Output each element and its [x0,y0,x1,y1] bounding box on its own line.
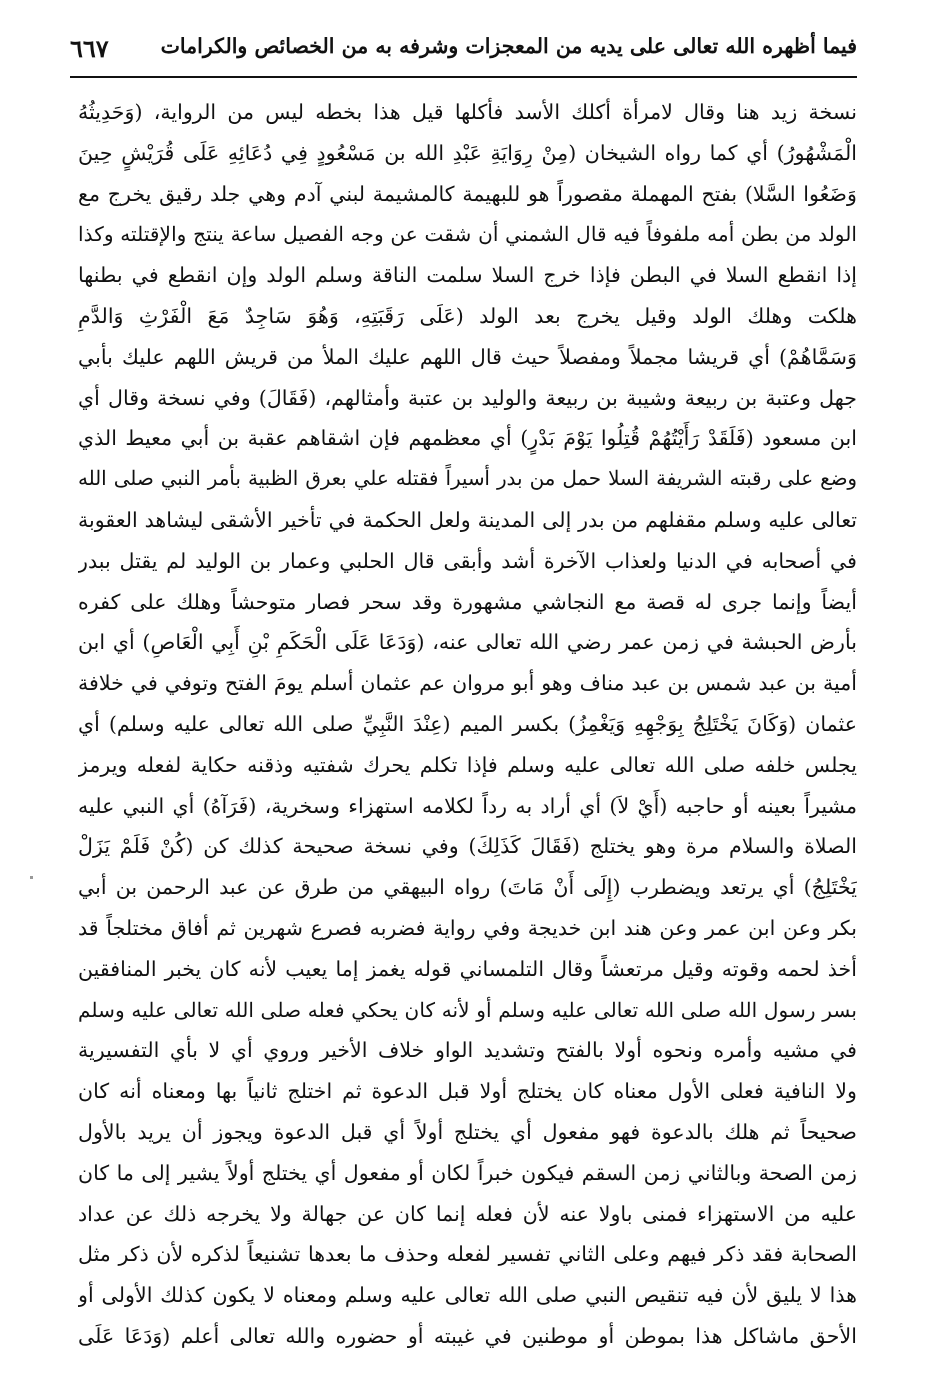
text-line: عليه من الاستهزاء فمنى باولا عنه لأن فعله إنما كان عن جهالة ولا يخرجه ذلك عن عداد [78,1201,857,1226]
running-title: فيما أظهره الله تعالى على يديه من المعجزات وشرفه به من الخصائص والكرامات [160,34,857,58]
text-line: في أصحابه في الدنيا ولعذاب الآخرة أشد وأبقى قال الحلبي وعمار بن الوليد لم يقتل ببدر [78,548,857,573]
body-text [78,92,857,1357]
text-line: يَخْتَلِجُ) أي يرتعد ويضطرب (إِلَى أَنْ مَاتَ) رواه البيهقي من طرق عن عبد الرحمن بن أبي [78,875,857,900]
text-line: ابن مسعود (فَلَقَدْ رَأَيْتُهُمْ قُتِلُوا يَوْمَ بَدْرٍ) أي معظمهم فإن اشقاهم عقبة بن أبي معيط الذي [78,426,857,451]
text-line: يجلس خلفه صلى الله تعالى عليه وسلم فإذا تكلم يحرك شفتيه وذقنه حكاية لفعله ويرمز [78,752,857,777]
page-header [70,28,857,74]
text-line: وَضَعُوا السَّلا) بفتح المهملة مقصوراً هو للبهيمة كالمشيمة لبني آدم وهي جلد رقيق يخرج مع [78,181,857,206]
text-line: تعالى عليه وسلم مقفلهم من بدر إلى المدينة ولعل الحكمة في تأخير الأشقى ليشاهد العقوبة [78,507,857,532]
text-line: وضع على رقبته الشريفة السلا حمل من بدر أسيراً فقتله علي بعرق الظبية بأمر النبي صلى الله [78,467,857,491]
text-line: مشيراً بعينه أو حاجبه (أَيْ لاَ) أي أراد به رداً لكلامه استهزاء وسخرية، (فَرَآهُ) أي النبي عليه [78,793,857,818]
text-line: بكر وعن ابن عمر وعن هند ابن خديجة وفي رواية فضربه فصرع شهرين ثم أفاق مختلجاً قد [78,915,857,940]
text-line: أخذ لحمه وقوته وقيل مرتعشاً وقال التلمساني قوله يغمز إما يعيب لأنه كان يخبر المنافقين [78,956,857,981]
text-line: إذا انقطع السلا في البطن فإذا خرج السلا سلمت الناقة وسلم الولد وإن انقطع في بطنها [78,263,857,288]
text-line: بأرض الحبشة في زمن عمر رضي الله تعالى عنه، (وَدَعَا عَلَى الْحَكَمِ بْنِ أَبِي الْعَاصِ) أي ابن [78,630,857,655]
text-line: في مشيه وأمره ونحوه أولا بالفتح وتشديد الواو خلاف الأخير وروي أي لا بأي التفسيرية [78,1038,857,1063]
text-line: أيضاً وإنما جرى له قصة مع النجاشي مشهورة وقد سحر فصار متوحشاً وهلك على كفره [78,589,857,614]
page-number: ٦٦٧ [70,34,109,63]
header-divider [70,76,857,78]
text-line: نسخة زيد هنا وقال لامرأة أكلك الأسد فأكلها قيل هذا بخطه ليس من الرواية، (وَحَدِيثُهُ [78,100,857,124]
text-line: هذا لا يليق لأن فيه تنقيص النبي صلى الله تعالى عليه وسلم ومعناه لا يكون كذلك الأولى أو [78,1283,857,1308]
scan-speck [30,876,33,879]
text-line: الْمَشْهُورُ) أي كما رواه الشيخان (مِنْ رِوَايَةِ عَبْدِ الله بن مَسْعُودٍ فِي دُعَائِهِ عَلَى قُرَيْشٍ حِينَ [78,140,857,165]
text-line: عثمان (وَكَانَ يَخْتَلِجُ بِوَجْهِهِ وَيَغْمِزُ) بكسر الميم (عِنْدَ النَّبِيِّ صلى الله تعالى عليه وسلم) أي [78,711,857,736]
text-line: صحيحاً ثم هلك بالدعوة فهو مفعول أي يختلج أولاً أي قبل الدعوة ويجوز أن يريد بالأول [78,1119,857,1144]
text-line: أمية بن عبد شمس بن عبد مناف وهو أبو مروان عم عثمان أسلم يومَ الفتح وتوفي في خلافة [78,671,857,696]
text-line: زمن الصحة وبالثاني زمن السقم فيكون خبراً لكان أو مفعول أي يختلج أولاً يشير إلى ما كان [78,1160,857,1185]
text-line: جهل وعتبة بن ربيعة وشيبة بن ربيعة والوليد بن عتبة وأمثالهم، (فَقَالَ) وفي نسخة وقال أي [78,385,857,410]
text-line: الأحق ماشاكل هذا بموطن أو موطنين في غيبته أو حضوره والله تعالى أعلم (وَدَعَا عَلَى [78,1323,857,1348]
text-line: وَسَمَّاهُمْ) أي قريشا مجملاً ومفصلاً حيث قال اللهم عليك الملأ من قريش اللهم عليك بأبي [78,344,857,369]
text-line: هلكت وهلك الولد وقيل يخرج بعد الولد (عَلَى رَقَبَتِهِ، وَهُوَ سَاجِدٌ مَعَ الْفَرْثِ وَالدَّمِ [78,303,857,328]
text-line: ولا النافية فعلى الأول معناه كان يختلج أولا قبل الدعوة ثم اختلج ثانياً بها ومعناه أنه كان [78,1079,857,1104]
text-line: بسر رسول الله صلى الله تعالى عليه وسلم أو لأنه كان يحكي فعله صلى الله تعالى عليه وسلم [78,997,857,1022]
text-line: الولد من بطن أمه ملفوفاً فيه قال الشمني أن شقت عن وجه الفصيل ساعة ينتج والإقتلته وكذا [78,222,857,247]
text-line: الصلاة والسلام مرة وهو يختلج (فَقَالَ كَذَلِكَ) وفي نسخة صحيحة كذلك كن (كُنْ فَلَمْ يَزَلْ [78,834,857,859]
text-line: الصحابة فقد ذكر فيهم وعلى الثاني تفسير لفعله وحذف ما بعدها تشنيعاً لذكره لأن ذكر مثل [78,1242,857,1267]
